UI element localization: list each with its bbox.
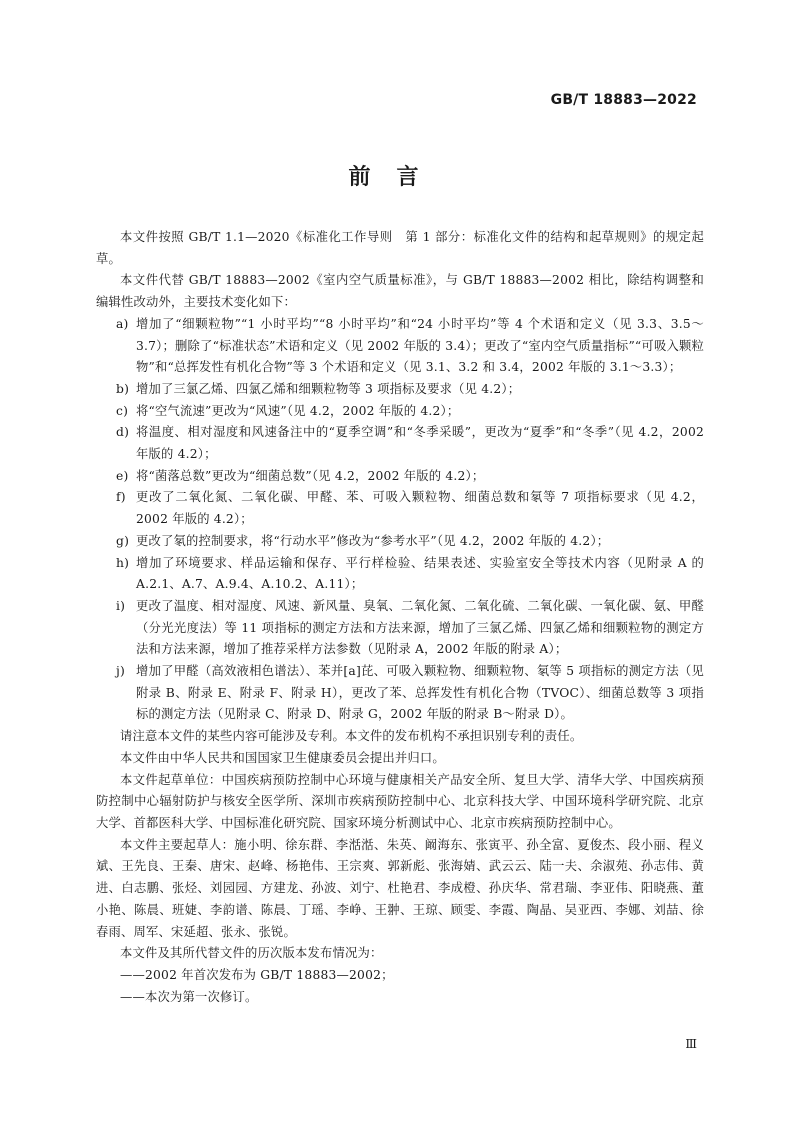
list-item-text: 将“空气流速”更改为“风速”（见 4.2，2002 年版的 4.2）； <box>136 403 460 418</box>
history-item: ——本次为第一次修订。 <box>120 989 258 1004</box>
list-marker: b) <box>116 381 130 396</box>
page-number: Ⅲ <box>685 1037 697 1051</box>
intro-paragraph-2: 本文件代替 GB/T 18883—2002《室内空气质量标准》，与 GB/T 18883—2002 相比，除结构调整和编辑性改动外，主要技术变化如下： <box>96 273 704 310</box>
change-item-c <box>96 401 704 423</box>
change-item-b <box>96 379 704 401</box>
list-marker: j) <box>116 664 126 679</box>
list-marker: f) <box>116 490 126 505</box>
change-item-h <box>96 553 704 596</box>
change-item-i <box>96 596 704 661</box>
list-item-text: 更改了二氧化氮、二氧化碳、甲醛、苯、可吸入颗粒物、细菌总数和氡等 7 项指标要求（见 4.2，2002 年版的 4.2）； <box>136 490 704 527</box>
change-item-e <box>96 466 704 488</box>
standard-code: GB/T 18883—2022 <box>550 92 697 108</box>
intro-paragraph-1: 本文件按照 GB/T 1.1—2020《标准化工作导则 第 1 部分：标准化文件的结构和起草规则》的规定起草。 <box>96 230 704 266</box>
list-item-text: 增加了三氯乙烯、四氯乙烯和细颗粒物等 3 项指标及要求（见 4.2）； <box>136 381 521 396</box>
patent-notice: 请注意本文件的某些内容可能涉及专利。本文件的发布机构不承担识别专利的责任。 <box>120 729 583 744</box>
list-marker: d) <box>116 425 130 440</box>
change-item-a <box>96 314 704 379</box>
list-item-text: 增加了环境要求、样品运输和保存、平行样检验、结果表述、实验室安全等技术内容（见附录 A 的 A.2.1、A.7、A.9.4、A.10.2、A.11）； <box>136 555 704 592</box>
history-item: ——2002 年首次发布为 GB/T 18883—2002； <box>120 967 394 982</box>
list-marker: e) <box>116 468 129 483</box>
proposer-statement: 本文件由中华人民共和国国家卫生健康委员会提出并归口。 <box>120 750 445 765</box>
list-item-text: 更改了氡的控制要求，将“行动水平”修改为“参考水平”（见 4.2，2002 年版的 4.2）； <box>136 533 610 548</box>
list-item-text: 更改了温度、相对湿度、风速、新风量、臭氧、二氧化氮、二氧化硫、二氧化碳、一氧化碳、氨、甲醛（分光光度法）等 11 项指标的测定方法和方法来源，增加了三氯乙烯、四氯乙烯和细颗粒物的测定方法和方法来源，增加了推荐采样方法参数（见附录 A，2002 年版的附录 A）； <box>136 598 704 657</box>
list-marker: g) <box>116 533 130 548</box>
list-item-text: 将“菌落总数”更改为“细菌总数”（见 4.2，2002 年版的 4.2）； <box>136 468 485 483</box>
list-marker: h) <box>116 555 130 570</box>
change-item-d <box>96 422 704 465</box>
page-title: 前言 <box>348 165 445 190</box>
history-intro: 本文件及其所代替文件的历次版本发布情况为： <box>120 946 383 961</box>
foreword-body <box>96 227 704 1008</box>
change-item-g <box>96 531 704 553</box>
list-marker: i) <box>116 598 126 613</box>
drafting-units: 本文件起草单位：中国疾病预防控制中心环境与健康相关产品安全所、复旦大学、清华大学、中国疾病预防控制中心辐射防护与核安全医学所、深圳市疾病预防控制中心、北京科技大学、中国环境科学研究院、北京大学、首都医科大学、中国标准化研究院、国家环境分析测试中心、北京市疾病预防控制中心。 <box>96 772 704 830</box>
list-marker: a) <box>116 316 129 331</box>
change-item-f <box>96 487 704 530</box>
list-item-text: 增加了甲醛（高效液相色谱法）、苯并[a]芘、可吸入颗粒物、细颗粒物、氡等 5 项指标的测定方法（见附录 B、附录 E、附录 F、附录 H），更改了苯、总挥发性有机化合物（TVOC）、细菌总数等 3 项指标的测定方法（见附录 C、附录 D、附录 G，2002 年版的附录 B～附录 D）。 <box>136 664 704 722</box>
drafters: 本文件主要起草人：施小明、徐东群、李湉湉、朱英、阚海东、张寅平、孙全富、夏俊杰、段小丽、程义斌、王先良、王秦、唐宋、赵峰、杨艳伟、王宗爽、郭新彪、张海婧、武云云、陆一夫、余淑苑、孙志伟、黄进、白志鹏、张烃、刘园园、方建龙、孙波、刘宁、杜艳君、李成橙、孙庆华、常君瑞、李亚伟、阳晓燕、董小艳、陈晨、班婕、李韵谱、陈晨、丁瑶、李峥、王翀、王琼、顾雯、李霞、陶晶、吴亚西、李娜、刘喆、徐春雨、周军、宋延超、张永、张锐。 <box>96 837 704 939</box>
list-marker: c) <box>116 403 129 418</box>
changes-list <box>96 314 704 726</box>
list-item-text: 将温度、相对湿度和风速备注中的“夏季空调”和“冬季采暖”，更改为“夏季”和“冬季”（见 4.2，2002 年版的 4.2）； <box>136 425 704 462</box>
list-item-text: 增加了“细颗粒物”“1 小时平均”“8 小时平均”和“24 小时平均”等 4 个术语和定义（见 3.3、3.5～3.7）；删除了“标准状态”术语和定义（见 2002 年版的 3.4）；更改了“室内空气质量指标”“可吸入颗粒物”和“总挥发性有机化合物”等 3 个术语和定义（见 3.1、3.2 和 3.4，2002 年版的 3.1～3.3）； <box>136 316 704 375</box>
change-item-j <box>96 661 704 726</box>
